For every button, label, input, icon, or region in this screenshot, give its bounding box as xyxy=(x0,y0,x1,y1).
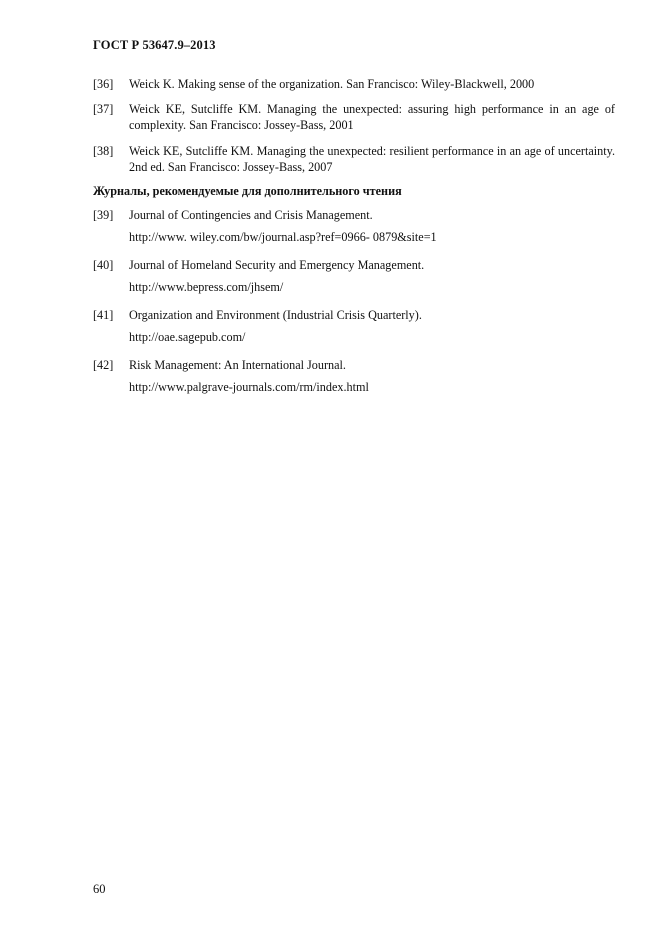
journal-title: Journal of Contingencies and Crisis Management. xyxy=(129,208,373,222)
reference-item xyxy=(93,76,615,92)
journal-item xyxy=(93,207,615,245)
journal-url: http://oae.sagepub.com/ xyxy=(129,330,246,344)
reference-text: Weick KE, Sutcliffe KM. Managing the unexpected: resilient performance in an age of uncertainty. 2nd ed. San Francisco: Jossey-Bass, 2007 xyxy=(129,144,615,174)
journal-title: Risk Management: An International Journal. xyxy=(129,358,346,372)
page-number: 60 xyxy=(93,882,106,896)
journal-number: [41] xyxy=(93,308,114,322)
journal-number: [39] xyxy=(93,208,114,222)
journal-body xyxy=(129,257,615,295)
journal-body xyxy=(129,307,615,345)
reference-item xyxy=(93,143,615,175)
journal-number: [42] xyxy=(93,358,114,372)
journal-url: http://www. wiley.com/bw/journal.asp?ref=0966- 0879&site=1 xyxy=(129,230,437,244)
reference-body xyxy=(129,76,615,92)
journal-item xyxy=(93,307,615,345)
reference-text: Weick KE, Sutcliffe KM. Managing the unexpected: assuring high performance in an age of complexity. San Francisco: Jossey-Bass, 2001 xyxy=(129,102,615,132)
reference-number: [36] xyxy=(93,77,114,91)
journal-body xyxy=(129,357,615,395)
journal-url: http://www.bepress.com/jhsem/ xyxy=(129,280,284,294)
journal-number: [40] xyxy=(93,258,114,272)
journals-section-title: Журналы, рекомендуемые для дополнительного чтения xyxy=(93,184,402,198)
journal-body xyxy=(129,207,615,245)
journal-item xyxy=(93,357,615,395)
reference-number: [38] xyxy=(93,144,114,158)
journal-url: http://www.palgrave-journals.com/rm/index.html xyxy=(129,380,369,394)
reference-number: [37] xyxy=(93,102,114,116)
reference-text: Weick K. Making sense of the organization. San Francisco: Wiley-Blackwell, 2000 xyxy=(129,77,535,91)
reference-item xyxy=(93,101,615,133)
journal-title: Organization and Environment (Industrial Crisis Quarterly). xyxy=(129,308,422,322)
reference-list xyxy=(93,76,615,395)
journal-title: Journal of Homeland Security and Emergency Management. xyxy=(129,258,425,272)
page-header-standard: ГОСТ Р 53647.9–2013 xyxy=(93,38,216,52)
reference-body xyxy=(129,101,615,133)
journal-item xyxy=(93,257,615,295)
reference-body xyxy=(129,143,615,175)
